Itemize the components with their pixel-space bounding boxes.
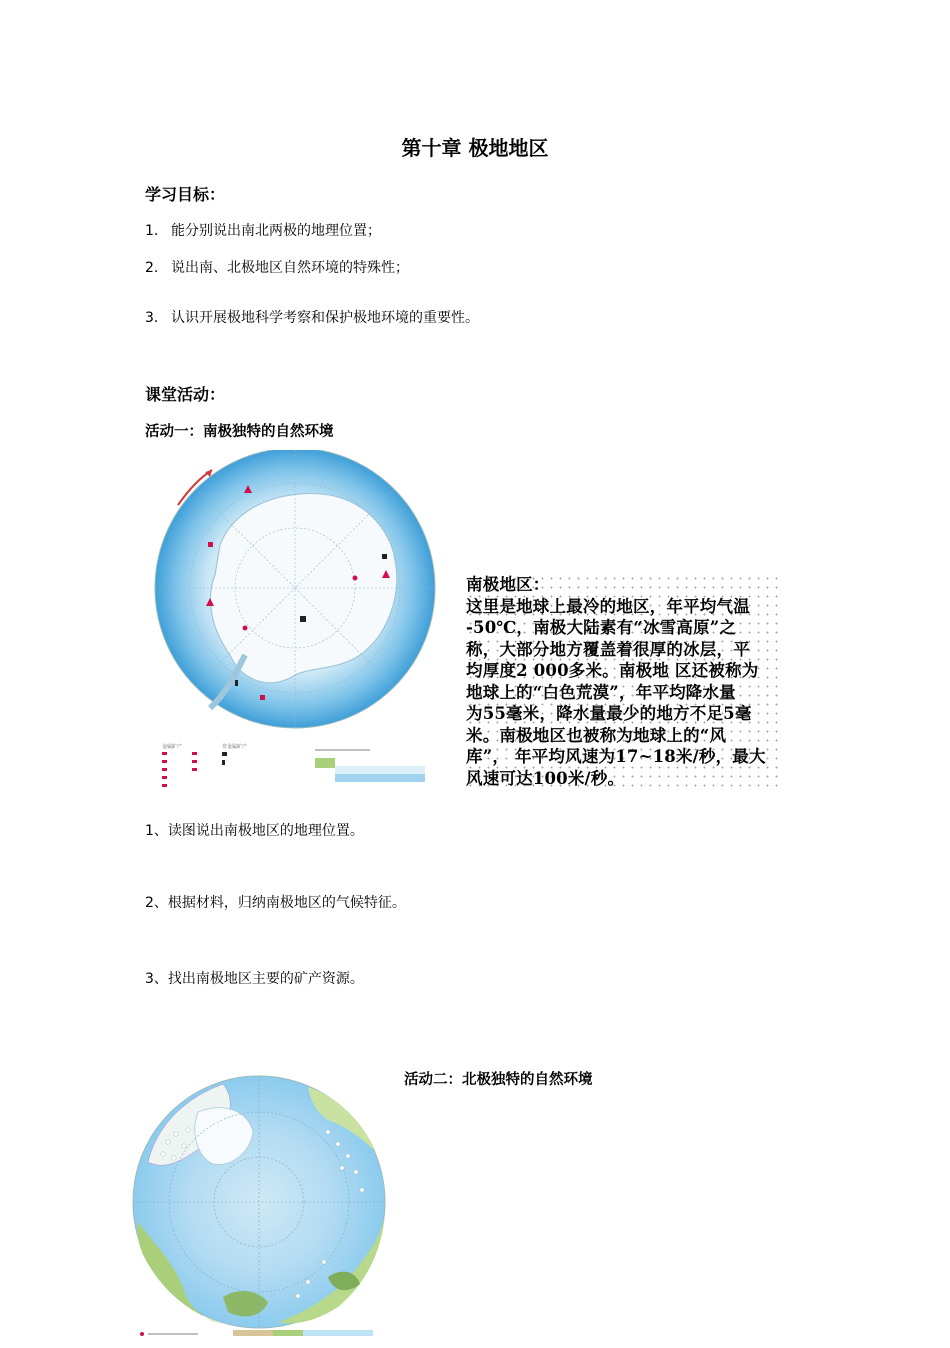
question-2: 2、根据材料，归纳南极地区的气候特征。 [145,895,406,911]
activity1-title: 活动一：南极独特的自然环境 [145,424,334,440]
antarctica-map [150,450,450,795]
info-line: 南极地区： [466,575,550,594]
info-line: 库”， 年平均风速为17~18米/秒，最大 [466,747,766,766]
activities-heading: 课堂活动： [145,385,226,404]
info-line: -50℃，南极大陆素有“冰雪高原”之 [466,618,737,637]
arctic-map [128,1072,390,1344]
info-line: 为55毫米，降水量最少的地方不足5毫 [466,704,752,723]
svg-text:金属矿产: 金属矿产 [162,744,183,750]
info-line: 米。南极地区也被称为地球上的“风 [466,725,727,745]
question-1: 1、读图说出南极地区的地理位置。 [145,823,364,839]
antarctica-info-box [466,574,780,792]
goal-item-3: 3. 认识开展极地科学考察和保护极地环境的重要性。 [145,310,479,326]
svg-text:非金属矿产: 非金属矿产 [222,744,248,750]
question-3: 3、找出南极地区主要的矿产资源。 [145,971,364,987]
activity2-title: 活动二：北极独特的自然环境 [404,1072,593,1088]
info-line: 这里是地球上最冷的地区，年平均气温 [466,596,750,616]
info-line: 地球上的“白色荒漠”，年平均降水量 [466,682,736,702]
goal-item-2: 2. 说出南、北极地区自然环境的特殊性； [145,260,409,276]
info-line: 风速可达100米/秒。 [466,768,625,788]
info-line: 均厚度2 000多米。南极地 区还被称为 [466,661,759,680]
goal-item-1: 1. 能分别说出南北两极的地理位置； [145,223,381,239]
page-title: 第十章 极地地区 [401,136,549,160]
goals-heading: 学习目标： [145,185,226,204]
info-line: 称，大部分地方覆盖着很厚的冰层，平 [466,639,750,659]
